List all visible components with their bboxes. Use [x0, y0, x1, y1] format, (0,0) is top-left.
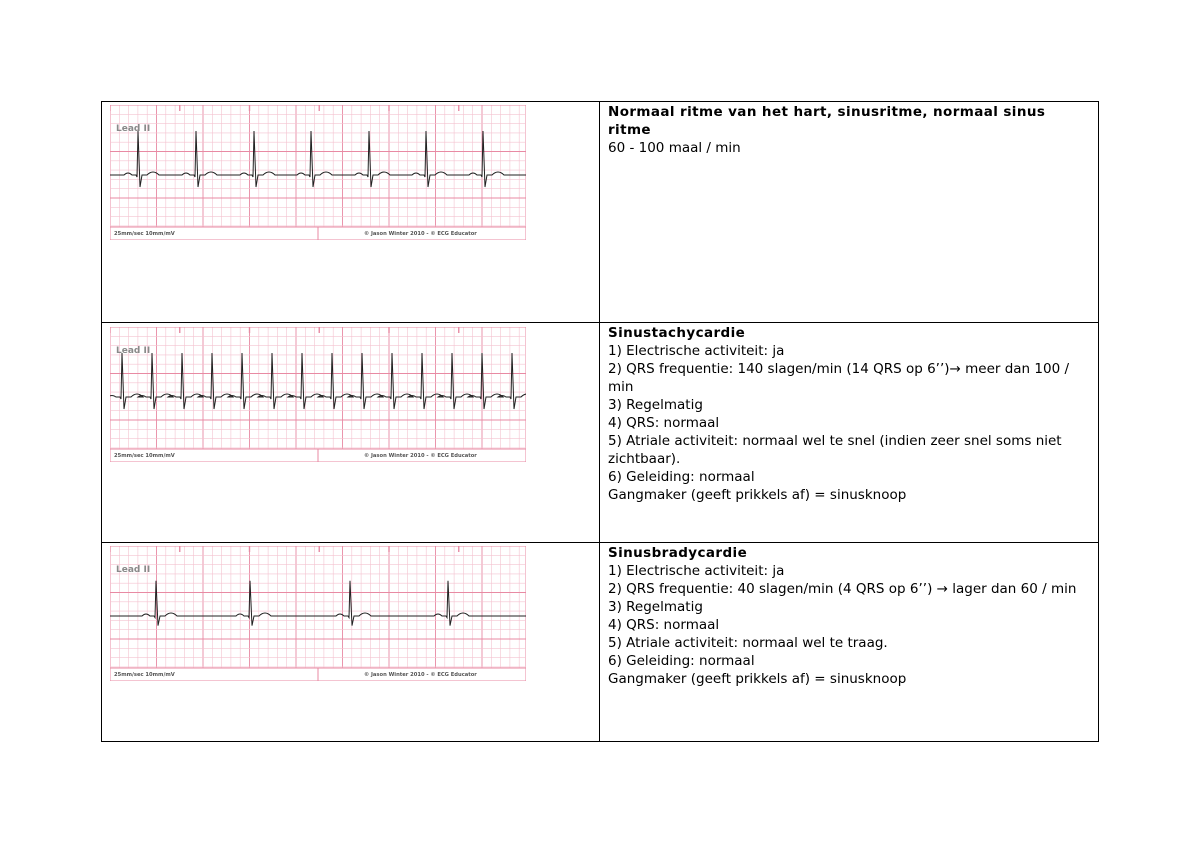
description-line: Gangmaker (geeft prikkels af) = sinusknoop	[608, 487, 907, 503]
ecg-strip-normal	[110, 105, 526, 240]
description-line: 4) QRS: normaal	[608, 415, 720, 431]
ecg-cell	[102, 102, 600, 322]
description-line: 2) QRS frequentie: 140 slagen/min (14 QRS op 6’’)→ meer dan 100 / min	[608, 361, 1070, 395]
description-line: 1) Electrische activiteit: ja	[608, 343, 785, 359]
description-line: 5) Atriale activiteit: normaal wel te snel (indien zeer snel soms niet zichtbaar).	[608, 433, 1062, 467]
ecg-strip-tachycardia	[110, 327, 526, 462]
rhythm-title: Sinusbradycardie	[608, 545, 748, 561]
description-line: 60 - 100 maal / min	[608, 140, 741, 156]
description-cell	[600, 543, 1098, 742]
description-line: Gangmaker (geeft prikkels af) = sinusknoop	[608, 671, 907, 687]
rhythm-title: Sinustachycardie	[608, 325, 746, 341]
lead-label: Lead II	[116, 124, 151, 134]
description-line: 4) QRS: normaal	[608, 617, 720, 633]
description-line: 1) Electrische activiteit: ja	[608, 563, 785, 579]
description-line: 3) Regelmatig	[608, 599, 703, 615]
lead-label: Lead II	[116, 565, 151, 575]
strip-footer-right: © Jason Winter 2010 - © ECG Educator	[364, 453, 477, 459]
strip-footer-left: 25mm/sec 10mm/mV	[114, 672, 175, 678]
description-line: 6) Geleiding: normaal	[608, 653, 755, 669]
description-line: 6) Geleiding: normaal	[608, 469, 755, 485]
strip-footer-right: © Jason Winter 2010 - © ECG Educator	[364, 231, 477, 237]
lead-label: Lead II	[116, 346, 151, 356]
table-row	[102, 102, 1098, 322]
table-row	[102, 542, 1098, 742]
rhythm-title: Normaal ritme van het hart, sinusritme, normaal sinus ritme	[608, 104, 1046, 138]
description-cell	[600, 102, 1098, 322]
strip-footer-left: 25mm/sec 10mm/mV	[114, 453, 175, 459]
description-line: 2) QRS frequentie: 40 slagen/min (4 QRS op 6’’) → lager dan 60 / min	[608, 581, 1077, 597]
strip-footer-right: © Jason Winter 2010 - © ECG Educator	[364, 672, 477, 678]
description-cell	[600, 323, 1098, 542]
ecg-strip-bradycardia	[110, 546, 526, 681]
ecg-rhythm-table	[101, 101, 1099, 742]
ecg-cell	[102, 543, 600, 742]
ecg-cell	[102, 323, 600, 542]
strip-footer-left: 25mm/sec 10mm/mV	[114, 231, 175, 237]
description-line: 3) Regelmatig	[608, 397, 703, 413]
description-line: 5) Atriale activiteit: normaal wel te traag.	[608, 635, 888, 651]
table-row	[102, 322, 1098, 542]
